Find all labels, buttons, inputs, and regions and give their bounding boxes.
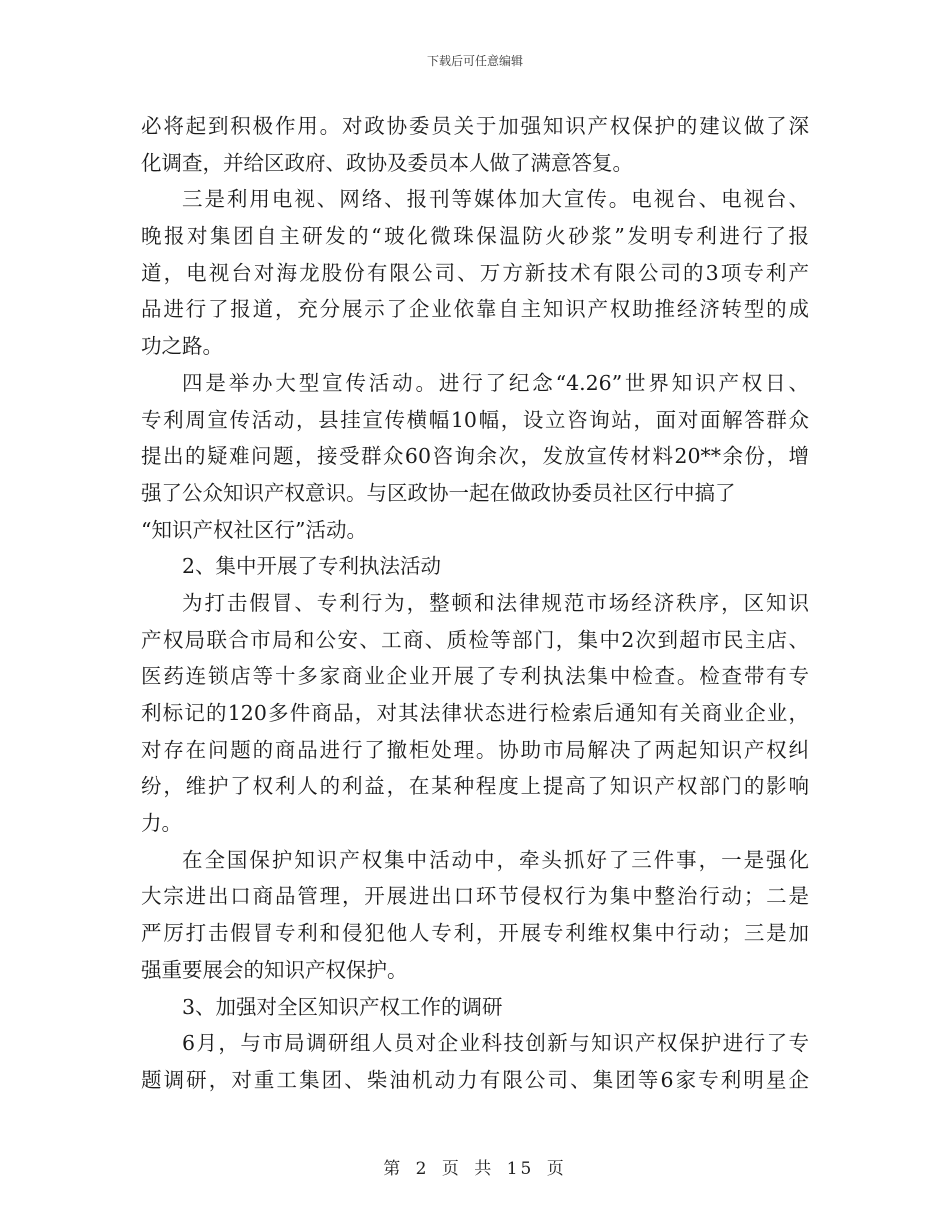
text-line: 产权局联合市局和公安、工商、质检等部门，集中2次到超市民主店、 [141,627,809,652]
text-line: 强了公众知识产权意识。与区政协一起在做政协委员社区行中搞了 [141,480,736,505]
document-body [141,108,809,1099]
text-line: 对存在问题的商品进行了撤柜处理。协助市局解决了两起知识产权纠 [141,737,809,762]
text-line: 四是举办大型宣传活动。进行了纪念“4.26”世界知识产权日、 [182,370,809,395]
text-line: 提出的疑难问题，接受群众60咨询余次，发放宣传材料20**余份，增 [141,444,809,469]
text-line: 必将起到积极作用。对政协委员关于加强知识产权保护的建议做了深 [141,114,809,138]
text-line: 严厉打击假冒专利和侵犯他人专利，开展专利维权集中行动；三是加 [141,921,809,946]
page-footer: 第 2 页 共 15 页 [383,1159,567,1179]
text-line: 三是利用电视、网络、报刊等媒体加大宣传。电视台、电视台、 [182,187,809,212]
text-line: 在全国保护知识产权集中活动中，牵头抓好了三件事，一是强化 [182,847,809,872]
text-line: 3、加强对全区知识产权工作的调研 [182,994,503,1019]
text-line: 专利周宣传活动，县挂宣传横幅10幅，设立咨询站，面对面解答群众 [141,407,809,432]
text-line: 为打击假冒、专利行为，整顿和法律规范市场经济秩序，区知识 [182,590,809,615]
text-line: 2、集中开展了专利执法活动 [182,554,442,579]
text-line: 大宗进出口商品管理，开展进出口环节侵权行为集中整治行动；二是 [141,884,809,909]
text-line: 强重要展会的知识产权保护。 [141,957,408,982]
text-line: 品进行了报道，充分展示了企业依靠自主知识产权助推经济转型的成 [141,297,809,322]
text-line: 化调查，并给区政府、政协及委员本人做了满意答复。 [141,150,633,175]
text-line: “知识产权社区行”活动。 [141,517,367,542]
page-header: 下载后可任意编辑 [426,54,523,68]
text-line: 题调研，对重工集团、柴油机动力有限公司、集团等6家专利明星企 [141,1067,809,1092]
text-line: 力。 [141,811,182,836]
text-line: 利标记的120多件商品，对其法律状态进行检索后通知有关商业企业， [141,701,809,725]
text-line: 6月，与市局调研组人员对企业科技创新与知识产权保护进行了专 [182,1031,809,1056]
text-line: 道，电视台对海龙股份有限公司、万方新技术有限公司的3项专利产 [141,260,809,285]
text-line: 晚报对集团自主研发的“玻化微珠保温防火砂浆”发明专利进行了报 [141,224,809,249]
text-line: 医药连锁店等十多家商业企业开展了专利执法集中检查。检查带有专 [141,664,809,689]
text-line: 功之路。 [141,334,223,359]
text-line: 纷，维护了权利人的利益，在某种程度上提高了知识产权部门的影响 [141,774,809,799]
